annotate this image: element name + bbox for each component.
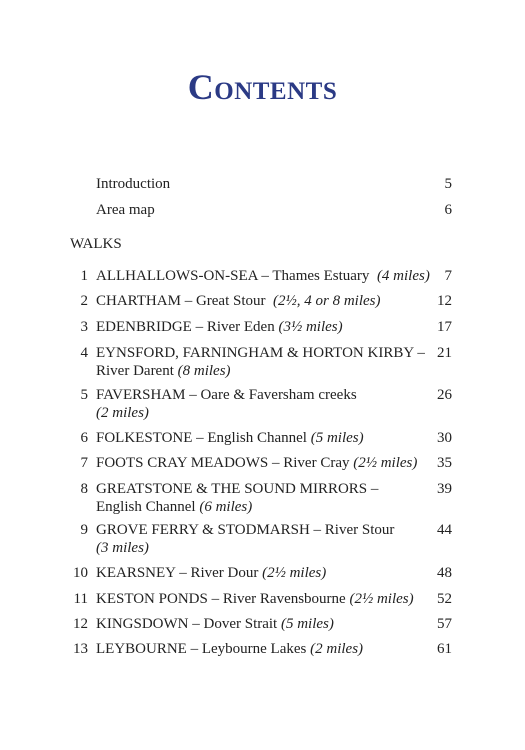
walk-page: 61 (437, 641, 452, 657)
walk-title (96, 564, 432, 582)
walk-number: 12 (73, 616, 88, 632)
walk-number: 4 (80, 345, 88, 361)
walk-page: 52 (437, 591, 452, 607)
walk-distance: (3 miles) (96, 540, 149, 556)
walk-number: 5 (80, 387, 88, 403)
walk-page: 17 (437, 319, 452, 335)
walk-name: EYNSFORD, FARNINGHAM & HORTON KIRBY – (96, 345, 425, 361)
walk-name: GROVE FERRY & STODMARSH – River Stour (96, 522, 395, 538)
walk-title (96, 480, 432, 516)
walk-number: 6 (80, 430, 88, 446)
walk-distance: (8 miles) (177, 363, 231, 379)
walk-page: 57 (437, 616, 452, 632)
walk-name-continued: English Channel (96, 499, 196, 515)
walk-title (96, 267, 432, 285)
toc-entry-title: Introduction (96, 176, 171, 192)
walk-name: CHARTHAM – Great Stour (96, 293, 266, 309)
walk-name: KEARSNEY – River Dour (96, 565, 259, 581)
walk-number: 1 (80, 268, 88, 284)
walk-distance: (2½ miles) (353, 455, 418, 471)
walk-name: ALLHALLOWS-ON-SEA – Thames Estuary (96, 268, 370, 284)
walk-title (96, 454, 432, 472)
walk-name: FOLKESTONE – English Channel (96, 430, 307, 446)
walk-page: 39 (437, 481, 452, 497)
walk-number: 2 (80, 293, 88, 309)
walk-title (96, 429, 432, 447)
walk-number: 7 (80, 455, 88, 471)
walk-distance: (3½ miles) (278, 319, 343, 335)
walk-distance: (5 miles) (310, 430, 364, 446)
walk-page: 44 (437, 522, 452, 538)
walk-name: KESTON PONDS – River Ravensbourne (96, 591, 346, 607)
walk-title (96, 640, 432, 658)
walk-distance: (2 miles) (96, 405, 149, 421)
walk-name: LEYBOURNE – Leybourne Lakes (96, 641, 307, 657)
walk-title (96, 292, 432, 310)
page-title: Contents (187, 67, 338, 107)
walk-number: 11 (73, 591, 88, 607)
toc-entry-page: 6 (444, 202, 452, 218)
walk-page: 7 (444, 268, 452, 284)
walk-page: 30 (437, 430, 452, 446)
walk-title (96, 318, 432, 336)
walk-distance: (6 miles) (199, 499, 253, 515)
walk-number: 8 (80, 481, 88, 497)
walk-title (96, 386, 432, 422)
walk-number: 13 (73, 641, 88, 657)
walk-page: 21 (437, 345, 452, 361)
walk-name: KINGSDOWN – Dover Strait (96, 616, 278, 632)
section-heading-walks: WALKS (70, 236, 122, 252)
walk-title (96, 615, 432, 633)
walk-page: 48 (437, 565, 452, 581)
walk-title (96, 521, 432, 557)
walk-distance: (4 miles) (376, 268, 430, 284)
walk-name: EDENBRIDGE – River Eden (96, 319, 275, 335)
walk-page: 12 (437, 293, 452, 309)
walk-title (96, 590, 432, 608)
walk-title (96, 344, 432, 380)
walk-distance: (2 miles) (310, 641, 364, 657)
walk-page: 26 (437, 387, 452, 403)
walk-name: FAVERSHAM – Oare & Faversham creeks (96, 387, 357, 403)
walk-number: 9 (80, 522, 88, 538)
walk-distance: (2½ miles) (262, 565, 327, 581)
walk-name-continued: River Darent (96, 363, 174, 379)
walk-distance: (5 miles) (280, 616, 334, 632)
walk-name: GREATSTONE & THE SOUND MIRRORS – (96, 481, 379, 497)
walk-number: 3 (80, 319, 88, 335)
walk-name: FOOTS CRAY MEADOWS – River Cray (96, 455, 350, 471)
toc-entry-page: 5 (444, 176, 452, 192)
walk-distance: (2½ miles) (349, 591, 414, 607)
walk-number: 10 (73, 565, 88, 581)
walk-distance: (2½, 4 or 8 miles) (273, 293, 381, 309)
toc-entry-title: Area map (96, 202, 155, 218)
walk-page: 35 (437, 455, 452, 471)
